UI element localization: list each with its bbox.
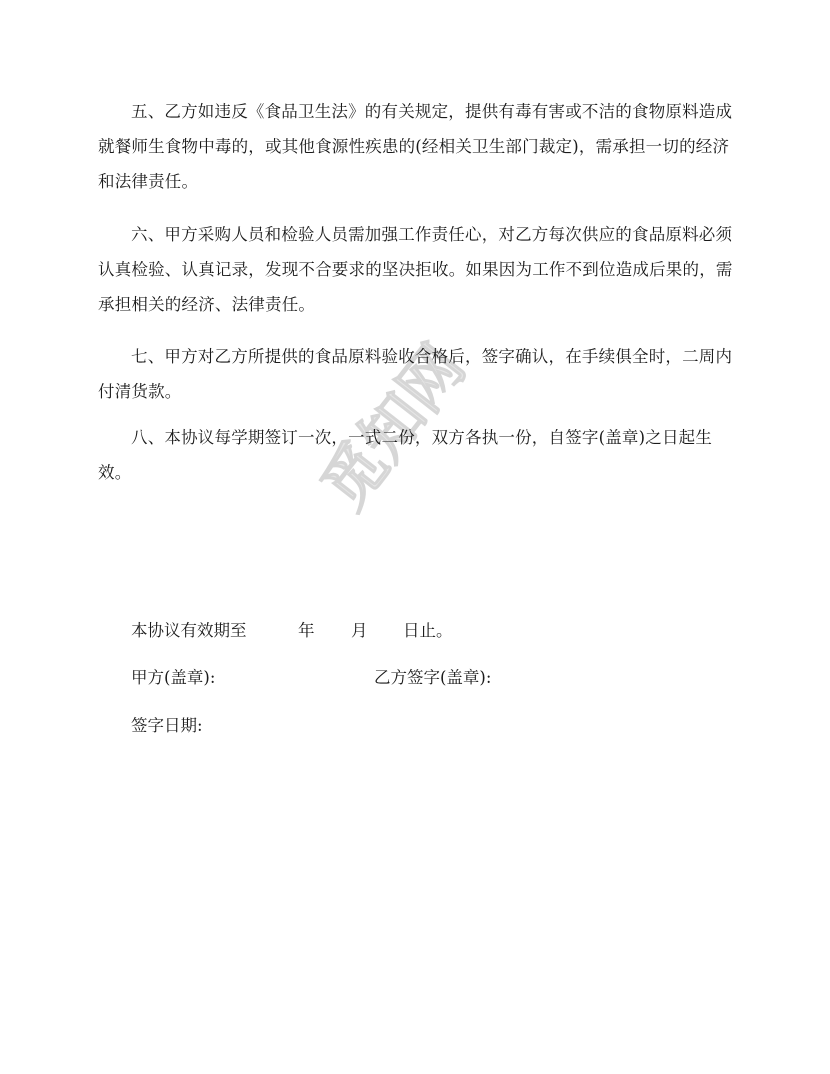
- party-a-seal-label: 甲方(盖章):: [131, 668, 216, 687]
- clause-six: 六、甲方采购人员和检验人员需加强工作责任心，对乙方每次供应的食品原料必须认真检验、认真记录，发现不合要求的坚决拒收。如果因为工作不到位造成后果的，需承担相关的经济、法律责任。: [98, 225, 733, 314]
- validity-month: 月: [351, 621, 368, 640]
- validity-label: 本协议有效期至: [131, 621, 247, 640]
- signature-date-label: 签字日期:: [131, 716, 203, 735]
- clause-five: 五、乙方如违反《食品卫生法》的有关规定，提供有毒有害或不洁的食物原料造成就餐师生食物中毒的，或其他食源性疾患的(经相关卫生部门裁定)，需承担一切的经济和法律责任。: [98, 102, 733, 191]
- watermark-text: 觅知网: [307, 331, 480, 523]
- clause-seven: 七、甲方对乙方所提供的食品原料验收合格后，签字确认，在手续俱全时，二周内付清货款。: [98, 347, 733, 401]
- clause-eight: 八、本协议每学期签订一次，一式二份，双方各执一份，自签字(盖章)之日起生效。: [98, 428, 713, 482]
- validity-day: 日止。: [403, 621, 453, 640]
- validity-year: 年: [298, 621, 315, 640]
- party-b-signature-label: 乙方签字(盖章):: [374, 668, 492, 687]
